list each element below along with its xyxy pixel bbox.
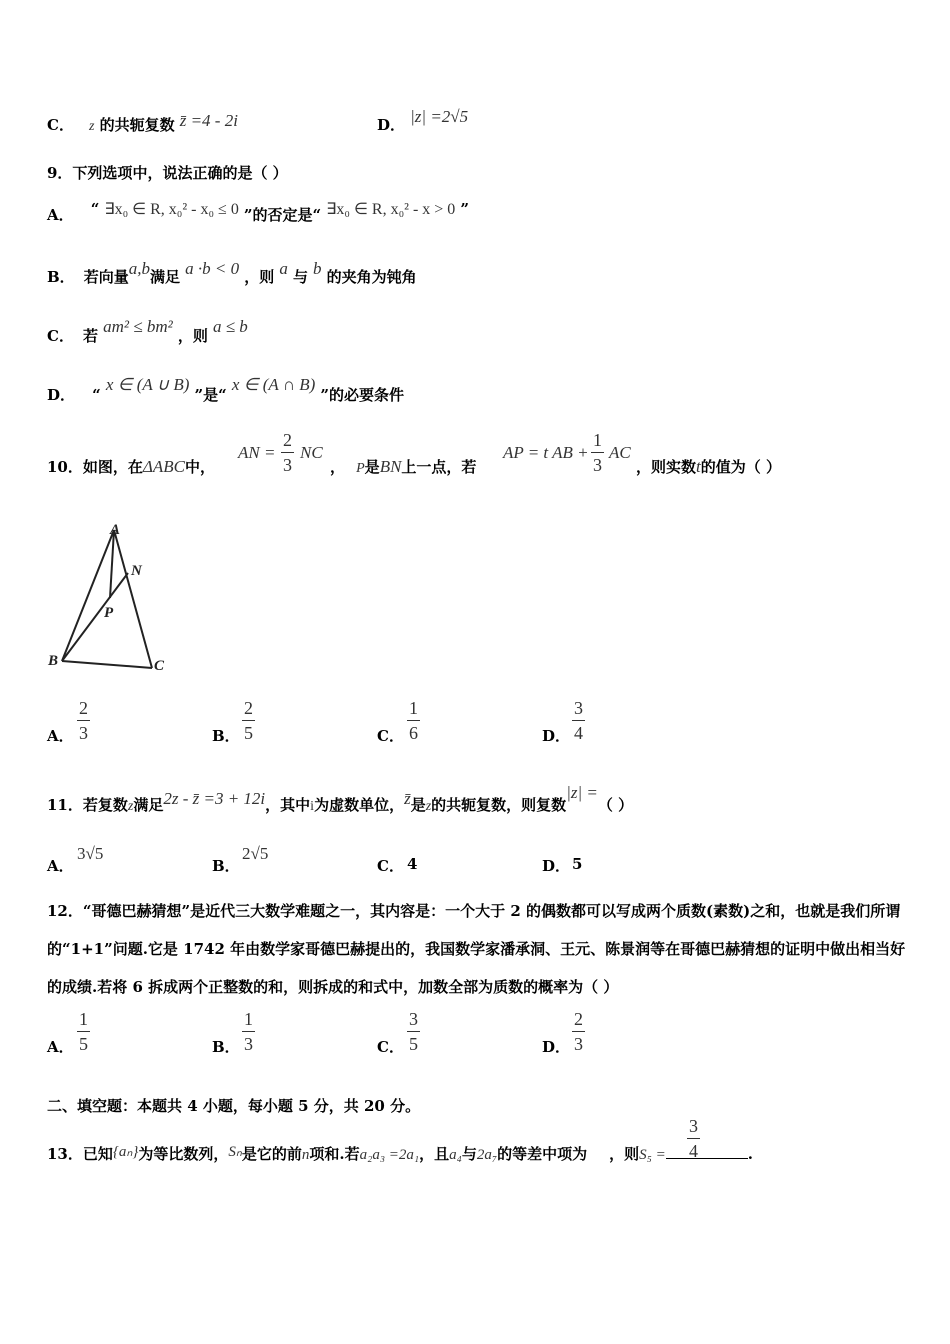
fraction-numerator: 1 [244, 1009, 253, 1029]
section-heading: 二、填空题：本题共 4 小题，每小题 5 分，共 20 分。 [47, 1097, 421, 1115]
math-expression: a₂a₃ =2a₁ [359, 1147, 420, 1163]
option-label: C． [377, 727, 404, 745]
fraction-bar [407, 1031, 420, 1032]
fraction-bar [572, 1031, 585, 1032]
math-expression: am² ≤ bm² [103, 317, 173, 336]
math-expression: AP = t AB + [503, 443, 589, 462]
math-var: a [279, 259, 288, 278]
option-text: “ [90, 200, 100, 218]
fraction-numerator: 2 [244, 698, 253, 718]
edge-ac [114, 530, 152, 668]
stem-text: ， [330, 458, 346, 476]
fraction-numerator: 2 [283, 430, 292, 450]
fraction-numerator: 3 [409, 1009, 418, 1029]
math-var: a,b [128, 259, 151, 278]
stem-text: 是 [410, 796, 426, 814]
fraction-bar [242, 1031, 255, 1032]
option-text: 满足 [150, 268, 181, 286]
option-label: B． [47, 268, 75, 286]
math-var: t [696, 457, 701, 476]
math-expression: a ·b < 0 [185, 259, 240, 278]
option-c-fraction [407, 1010, 420, 1053]
stem-text: 与 [461, 1145, 477, 1163]
option-label: C． [377, 1038, 404, 1056]
fraction-numerator: 2 [79, 698, 88, 718]
fraction-3-4 [687, 1117, 700, 1160]
option-a-value: 3√5 [77, 844, 104, 863]
math-expression: NC [300, 443, 323, 462]
option-label: B． [212, 857, 240, 875]
fraction-1-3 [591, 431, 604, 474]
fraction-2-3 [281, 431, 294, 474]
fraction-numerator: 1 [79, 1009, 88, 1029]
math-expression: 2z - z̄ =3 + 12i [163, 789, 266, 808]
fraction-bar [77, 1031, 90, 1032]
fraction-denominator: 4 [689, 1141, 698, 1161]
option-text: ” [460, 200, 470, 218]
stem-text: 为虚数单位， [314, 796, 405, 814]
option-d-value: 5 [572, 855, 583, 873]
stem-text: 上一点，若 [401, 458, 477, 476]
option-text: 的共轭复数 [99, 116, 175, 134]
option-label: D． [47, 386, 76, 404]
q10-stem [47, 456, 215, 477]
math-var: n [301, 1147, 310, 1163]
stem-text: （ ） [597, 796, 634, 814]
option-a-fraction [77, 699, 90, 742]
stem-text: 中， [184, 458, 215, 476]
fraction-denominator: 3 [283, 455, 292, 475]
q10-stem-end [636, 456, 781, 477]
option-text: ”的否定是“ [243, 206, 322, 224]
option-d-fraction [572, 1010, 585, 1053]
q11-options [47, 844, 647, 880]
math-var: Sₙ [228, 1144, 242, 1160]
fraction-bar [281, 452, 294, 453]
stem-text: 的等差中项为 [497, 1145, 588, 1163]
vertex-label-n: N [131, 563, 142, 579]
q9-option-a [47, 198, 470, 224]
option-label: C． [47, 327, 74, 345]
math-var: P [356, 461, 365, 476]
math-expression: |z| = [566, 783, 598, 802]
vertex-label-a: A [110, 522, 121, 538]
fraction-denominator: 5 [79, 1034, 88, 1054]
fraction-denominator: 3 [574, 1034, 583, 1054]
stem-text: 项和.若 [309, 1145, 360, 1163]
math-expression: a ≤ b [212, 317, 248, 336]
option-label: B． [212, 1038, 240, 1056]
fraction-numerator: 1 [593, 430, 602, 450]
fraction-denominator: 6 [409, 723, 418, 743]
stem-text: 是 [364, 458, 380, 476]
stem-text: 13．已知 [47, 1145, 113, 1163]
math-var: b [313, 259, 322, 278]
fraction-bar [407, 720, 420, 721]
fraction-bar [242, 720, 255, 721]
vertex-label-c: C [154, 658, 165, 674]
fraction-denominator: 3 [244, 1034, 253, 1054]
stem-text: ，其中 [265, 796, 311, 814]
fraction-numerator: 3 [574, 698, 583, 718]
q10-stem-mid [330, 456, 476, 477]
edge-ab [62, 530, 114, 661]
option-text: ，则 [177, 327, 208, 345]
triangle-figure [44, 518, 174, 678]
fraction-bar [572, 720, 585, 721]
math-expression: AC [609, 443, 631, 462]
option-b-fraction [242, 1010, 255, 1053]
option-text: 若向量 [83, 268, 129, 286]
math-expression: ∃x₀ ∈ R, x₀² - x₀ ≤ 0 [104, 201, 239, 218]
stem-text: 的共轭复数，则复数 [431, 796, 567, 814]
math-var: BN [379, 457, 402, 476]
fraction-numerator: 2 [574, 1009, 583, 1029]
fraction-denominator: 4 [574, 723, 583, 743]
option-b-value: 2√5 [242, 844, 269, 863]
math-var: a₄ [449, 1147, 462, 1163]
q11-stem [47, 783, 634, 814]
stem-text: ，则 [609, 1145, 640, 1163]
stem-text: 10．如图，在 [47, 458, 143, 476]
q12-stem: 12．“哥德巴赫猜想”是近代三大数学难题之一，其内容是：一个大于 2 的偶数都可以写成两个质数(素数)之和，也就是我们所谓的“1+1”问题.它是 1742 年由数学家哥德巴赫提出的，我国数学家潘承洞、王元、陈景润等在哥德巴赫猜想的证明中做出相当好的成绩.若将 6 拆成两个正整数的和，则拆成的和式中，加数全部为质数的概率为（ ） [47, 902, 906, 996]
option-label: D． [542, 1038, 571, 1056]
math-var: z [127, 799, 134, 814]
stem-text: 满足 [133, 796, 164, 814]
fraction-bar [687, 1138, 700, 1139]
option-label: A． [47, 857, 74, 875]
q9-option-d [47, 374, 405, 404]
q8-option-d [377, 106, 469, 134]
stem-text: ，则实数 [636, 458, 697, 476]
stem-text: . [747, 1145, 753, 1163]
option-label: C． [47, 116, 74, 134]
option-d-fraction [572, 699, 585, 742]
fraction-denominator: 5 [409, 1034, 418, 1054]
option-c-value: 4 [407, 855, 418, 873]
fraction-bar [591, 452, 604, 453]
math-var: 2a₇ [476, 1147, 498, 1163]
math-expression: x ∈ (A ∩ B) [231, 375, 316, 394]
option-label: D． [377, 116, 406, 134]
option-label: A． [47, 727, 74, 745]
fraction-denominator: 3 [79, 723, 88, 743]
stem-text: 为等比数列， [138, 1145, 229, 1163]
math-expression: ∃x₀ ∈ R, x₀² - x > 0 [326, 201, 456, 218]
fraction-numerator: 3 [689, 1116, 698, 1136]
vertex-label-b: B [48, 653, 59, 669]
math-expression: |z| =2√5 [410, 107, 469, 126]
math-var: z̄ [404, 789, 411, 808]
option-text: 的夹角为钝角 [326, 268, 417, 286]
option-text: ”是“ [194, 386, 227, 404]
math-expression: S₅ = [639, 1147, 666, 1163]
option-text: “ [92, 386, 101, 404]
q12-options [47, 1010, 647, 1062]
option-b-fraction [242, 699, 255, 742]
option-a-fraction [77, 1010, 90, 1053]
option-text: ，则 [244, 268, 275, 286]
option-c-fraction [407, 699, 420, 742]
fraction-denominator: 3 [593, 455, 602, 475]
q8-option-c [47, 111, 238, 135]
option-text: 与 [292, 268, 308, 286]
math-expression: ΔABC [142, 457, 185, 476]
q10-options [47, 699, 647, 751]
fraction-bar [77, 720, 90, 721]
math-expression: x ∈ (A ∪ B) [105, 375, 190, 394]
option-label: A． [47, 206, 74, 224]
point-label-p: P [104, 605, 114, 621]
answer-blank[interactable] [666, 1141, 748, 1161]
math-expression: AN = [238, 443, 276, 462]
option-text: ”的必要条件 [320, 386, 405, 404]
math-expression: z̄ =4 - 2i [179, 111, 238, 130]
stem-text: ，且 [419, 1145, 450, 1163]
option-label: D． [542, 857, 571, 875]
stem-text: 是它的前 [241, 1145, 302, 1163]
stem-text: 11．若复数 [47, 796, 128, 814]
math-var: z [89, 119, 95, 134]
option-text: 若 [83, 327, 99, 345]
q9-option-b [47, 258, 417, 286]
segment-bn [62, 573, 128, 661]
stem-text: 的值为（ ） [700, 458, 781, 476]
edge-bc [62, 661, 152, 668]
option-label: C． [377, 857, 404, 875]
q13-stem [47, 1143, 753, 1164]
math-var: z [425, 799, 432, 814]
q9-option-c [47, 316, 248, 345]
fraction-denominator: 5 [244, 723, 253, 743]
math-var: i [310, 799, 315, 814]
option-label: B． [212, 727, 240, 745]
fraction-numerator: 1 [409, 698, 418, 718]
option-label: D． [542, 727, 571, 745]
option-label: A． [47, 1038, 74, 1056]
q9-stem: 9．下列选项中，说法正确的是（ ） [47, 164, 288, 182]
math-expression: {aₙ} [112, 1144, 139, 1160]
